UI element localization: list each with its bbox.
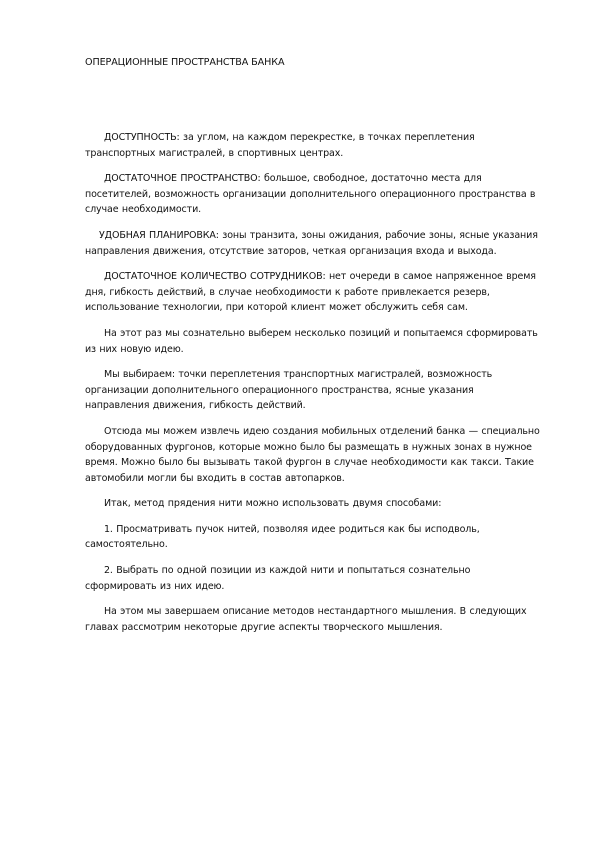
paragraph-text: На этот раз мы сознательно выберем несколько позиций и попытаемся сформировать из них новую идею. xyxy=(85,327,538,355)
list-item-1 xyxy=(85,522,540,553)
paragraph-mobile-branches xyxy=(85,424,540,486)
paragraph-text: Отсюда мы можем извлечь идею создания мобильных отделений банка — специально оборудованных фургонов, которые можно было бы размещать в нужных зонах в нужное время. Можно было бы вызывать такой фургон в случае необходимости как такси. Такие автомобили могли бы входить в состав автопарков. xyxy=(85,425,540,484)
paragraph-choice xyxy=(85,367,540,414)
paragraph-space xyxy=(85,171,540,218)
paragraph-lead: ДОСТАТОЧНОЕ ПРОСТРАНСТВО: xyxy=(104,173,261,185)
paragraph-layout xyxy=(85,228,540,259)
paragraph-lead: ДОСТАТОЧНОЕ КОЛИЧЕСТВО СОТРУДНИКОВ: xyxy=(104,271,326,283)
document-body xyxy=(85,130,540,645)
paragraph-text: нет очереди в самое напряженное время дня, гибкость действий, в случае необходимости к работе привлекается резерв, использование технологии, при которой клиент может обслужить себя сам. xyxy=(85,271,536,314)
paragraph-text: 1. Просматривать пучок нитей, позволяя идее родиться как бы исподволь, самостоятельно. xyxy=(85,523,480,551)
paragraph-method xyxy=(85,496,540,512)
paragraph-accessibility xyxy=(85,130,540,161)
paragraph-text: 2. Выбрать по одной позиции из каждой нити и попытаться сознательно сформировать из них идею. xyxy=(85,565,471,592)
paragraph-text: Мы выбираем: точки переплетения транспортных магистралей, возможность организации дополнительного операционного пространства, ясные указания направления движения, гибкость действий. xyxy=(85,369,493,412)
paragraph-staff xyxy=(85,269,540,316)
paragraph-text: большое, свободное, достаточно места для посетителей, возможность организации дополнительного операционного пространства в случае необходимости. xyxy=(85,173,536,216)
paragraph-lead: УДОБНАЯ ПЛАНИРОВКА: xyxy=(99,229,219,241)
document-title: ОПЕРАЦИОННЫЕ ПРОСТРАНСТВА БАНКА xyxy=(85,57,285,68)
paragraph-text: за углом, на каждом перекрестке, в точках переплетения транспортных магистралей, в спортивных центрах. xyxy=(85,132,475,159)
paragraph-conclusion xyxy=(85,604,540,635)
paragraph-lead: ДОСТУПНОСТЬ: xyxy=(104,132,180,143)
paragraph-text: зоны транзита, зоны ожидания, рабочие зоны, ясные указания направления движения, отсутствие заторов, четкая организация входа и выхода. xyxy=(85,229,538,257)
paragraph-selection xyxy=(85,326,540,357)
paragraph-text: Итак, метод прядения нити можно использовать двумя способами: xyxy=(104,498,442,510)
list-item-2 xyxy=(85,563,540,594)
paragraph-text: На этом мы завершаем описание методов нестандартного мышления. В следующих главах рассмотрим некоторые другие аспекты творческого мышления. xyxy=(85,606,527,633)
